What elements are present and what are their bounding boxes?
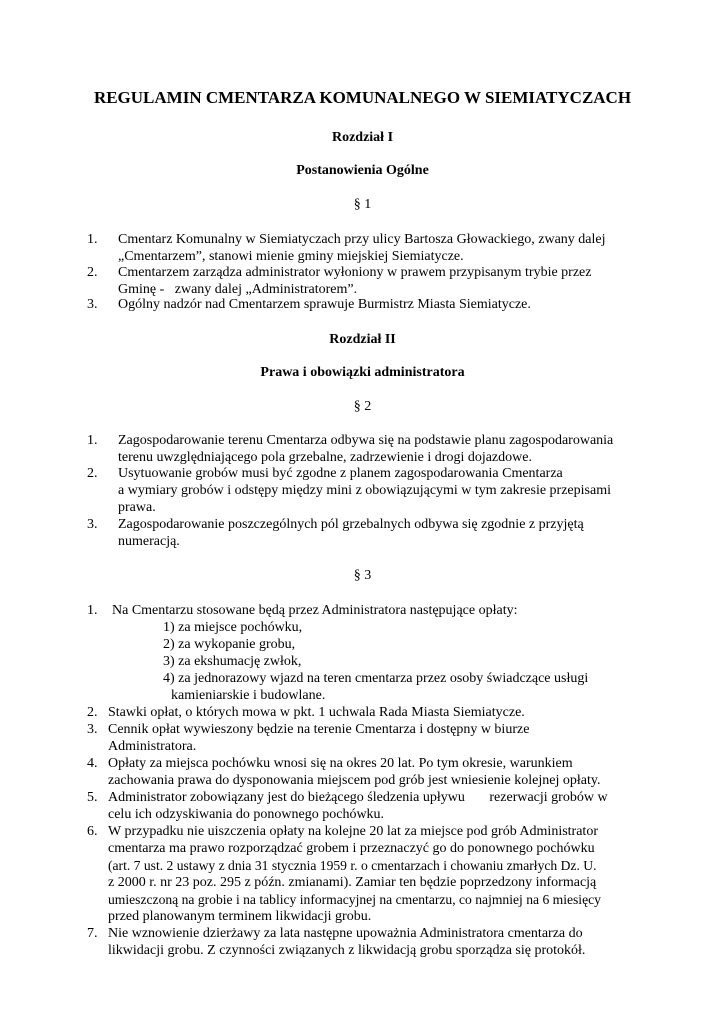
document-title: REGULAMIN CMENTARZA KOMUNALNEGO W SIEMIATYCZACH <box>93 88 632 107</box>
chapter-1-heading: Rozdział I <box>331 130 394 145</box>
sub-list-item: 1) za miejsce pochówku, <box>163 620 303 635</box>
section-3-mark: § 3 <box>353 568 372 583</box>
sub-list-item: kamieniarskie i budowlane. <box>171 688 326 703</box>
sub-list-item: 3) za ekshumację zwłok, <box>163 654 302 669</box>
chapter-2-heading: Rozdział II <box>329 332 396 347</box>
chapter-1-subheading: Postanowienia Ogólne <box>296 163 429 178</box>
section-1-mark: § 1 <box>353 197 372 212</box>
sub-list-item: 2) za wykopanie grobu, <box>163 637 296 652</box>
section-2-mark: § 2 <box>353 399 372 414</box>
chapter-2-subheading: Prawa i obowiązki administratora <box>260 365 465 380</box>
sub-list-item: 4) za jednorazowy wjazd na teren cmentarza przez osoby świadczące usługi <box>163 671 589 686</box>
document-page: REGULAMIN CMENTARZA KOMUNALNEGO W SIEMIATYCZACH Rozdział I Postanowienia Ogólne § 1 1. Cmentarz Komunalny w Siemiatyczach przy ulicy Bartosza Głowackiego, zwany dalej „Cmentarzem”, stanowi mienie gminy miejskiej Siemiatycze. 2. Cmentarzem zarządza administrator wyłoniony w prawem przypisanym trybie przez Gminę - zwany dalej „Administratorem”. 3. Ogólny nadzór nad Cmentarzem sprawuje Burmistrz Miasta Siemiatycze. Rozdział II Prawa i obowiązki administratora § 2 1. Zagospodarowanie terenu Cmentarza odbywa się na podstawie planu zagospodarowania terenu uwzględniającego pola grzebalne, zadrzewienie i drogi dojazdowe. 2. Usytuowanie grobów musi być zgodne z planem zagospodarowania Cmentarza a wymiary grobów i odstępy między mini z obowiązującymi w tym zakresie przepisami prawa. 3. Zagospodarowanie poszczególnych pól grzebalnych odbywa się zgodnie z przyjętą numeracją. § 3 1. Na Cmentarzu stosowane będą przez Administratora następujące opłaty: 1) za miejsce pochówku, 2) za wykopanie grobu, 3) za ekshumację zwłok, 4) za jednorazowy wjazd na teren cmentarza przez osoby świadczące usługi kamieniarskie i budowlane. 2. Stawki opłat, o których mowa w pkt. 1 uchwala Rada Miasta Siemiatycze. 3. Cennik opłat wywieszony będzie na terenie Cmentarza i dostępny w biurze Administratora. 4. Opłaty za miejsca pochówku wnosi się na okres 20 lat. Po tym okresie, warunkiem zachowania prawa do dysponowania miejscem pod grób jest wniesienie kolejnej opłaty. 5. Administrator zobowiązany jest do bieżącego śledzenia upływu rezerwacji grobów w celu ich odzyskiwania do ponownego pochówku. 6. W przypadku nie uiszczenia opłaty na kolejne 20 lat za miejsce pod grób Administrator cmentarza ma prawo rozporządzać grobem i przeznaczyć go do ponownego pochówku (art. 7 ust. 2 ustawy z dnia 31 stycznia 1959 r. o cmentarzach i chowaniu zmarłych Dz. U. z 2000 r. nr 23 poz. 295 z późn. zmianami). Zamiar ten będzie poprzedzony informacją umieszczoną na grobie i na tablicy informacyjnej na cmentarzu, co najmniej na 6 miesięcy przed planowanym terminem likwidacji grobu. 7. Nie wznowienie dzierżawy za lata następne upoważnia Administratora cmentarza do likwidacji grobu. Z czynności związanych z likwidacją grobu sporządza się protokół. <box>0 0 725 1024</box>
